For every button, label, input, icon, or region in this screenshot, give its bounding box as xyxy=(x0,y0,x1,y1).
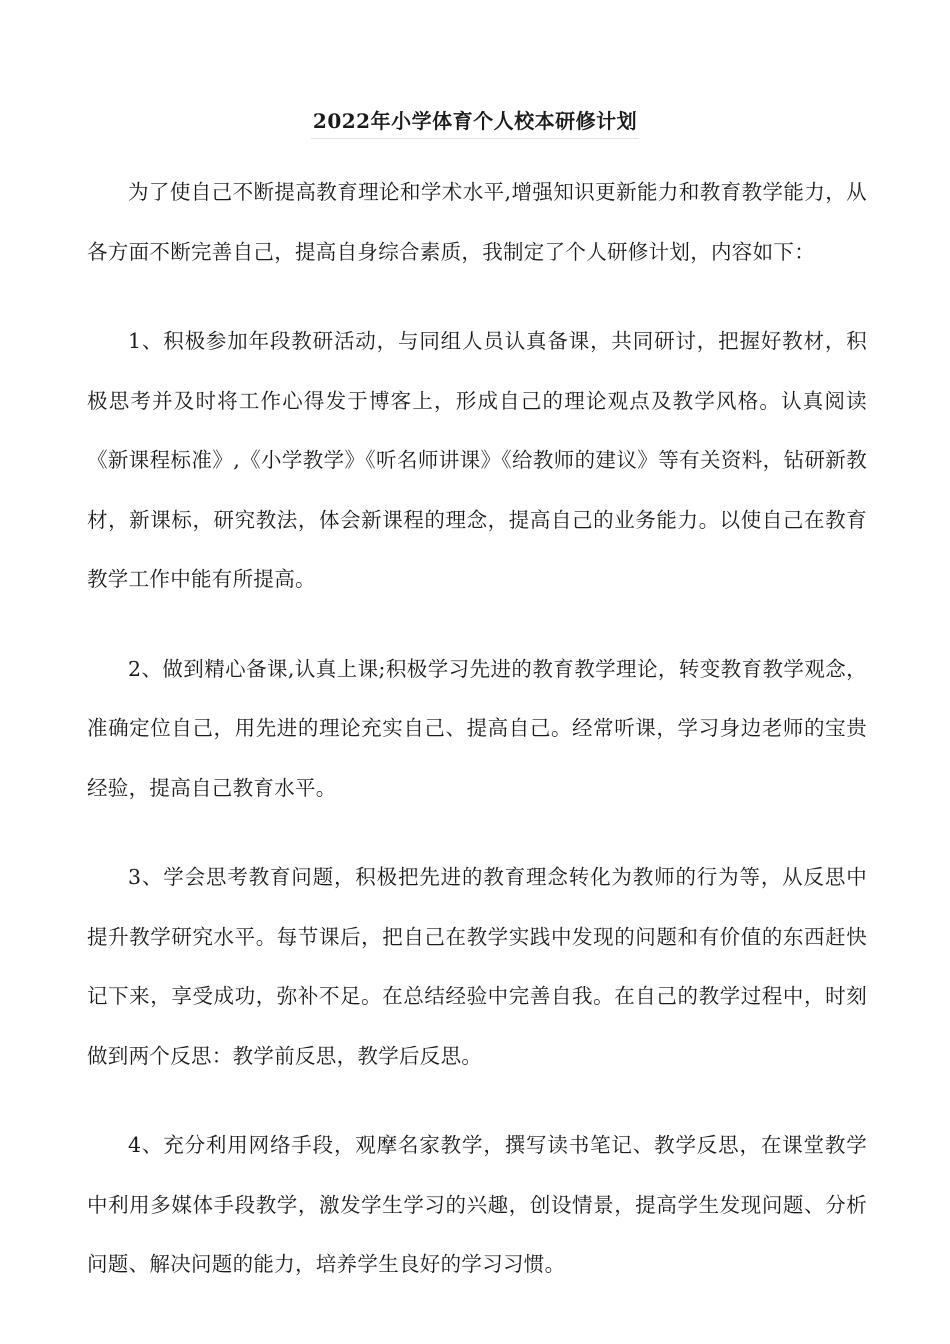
plan-item-1: 1、积极参加年段教研活动，与同组人员认真备课，共同研讨，把握好教材，积极思考并及时将工作心得发于博客上，形成自己的理论观点及教学风格。认真阅读《新课程标准》,《小学教学》《听名师讲课》《给教师的建议》等有关资料，钻研新教材，新课标，研究教法，体会新课程的理念，提高自己的业务能力。以使自己在教育教学工作中能有所提高。 xyxy=(87,329,867,591)
plan-item-4: 4、充分利用网络手段，观摩名家教学，撰写读书笔记、教学反思，在课堂教学中利用多媒体手段教学，激发学生学习的兴趣，创设情景，提高学生发现问题、分析问题、解决问题的能力，培养学生良好的学习习惯。 xyxy=(87,1133,867,1276)
plan-item-3: 3、学会思考教育问题，积极把先进的教育理念转化为教师的行为等，从反思中提升教学研究水平。每节课后，把自己在教学实践中发现的问题和有价值的东西赶快记下来，享受成功，弥补不足。在总结经验中完善自我。在自己的教学过程中，时刻做到两个反思：教学前反思，教学后反思。 xyxy=(87,865,867,1068)
intro-paragraph: 为了使自己不断提高教育理论和学术水平,增强知识更新能力和教育教学能力，从各方面不断完善自己，提高自身综合素质，我制定了个人研修计划，内容如下： xyxy=(87,180,867,264)
plan-item-2: 2、做到精心备课,认真上课;积极学习先进的教育教学理论，转变教育教学观念，准确定位自己，用先进的理论充实自己、提高自己。经常听课，学习身边老师的宝贵经验，提高自己教育水平。 xyxy=(87,656,867,800)
document-title-block xyxy=(0,106,950,139)
document-title: 2022年小学体育个人校本研修计划 xyxy=(311,106,639,139)
document-body xyxy=(87,163,867,1325)
